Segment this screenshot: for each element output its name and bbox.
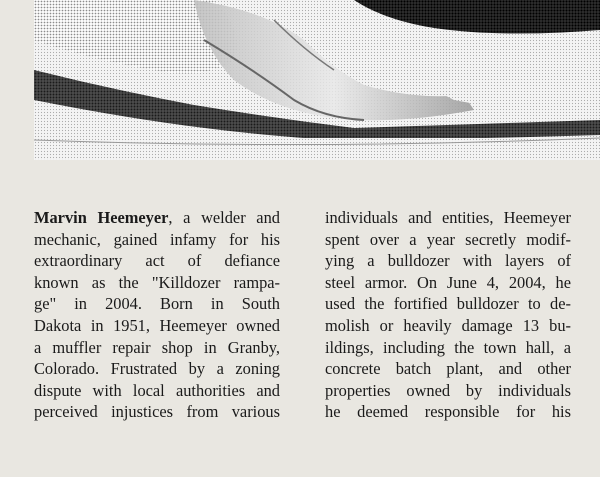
text-line: extraordinary act of defiance xyxy=(34,251,280,271)
text-line: used the fortified bulldozer to de- xyxy=(325,294,571,314)
photo-image xyxy=(34,0,600,160)
line-fragment: , a welder and xyxy=(168,208,280,227)
text-line: concrete batch plant, and other xyxy=(325,359,571,379)
text-line: dispute with local authorities and xyxy=(34,380,280,400)
text-line: a muffler repair shop in Granby, xyxy=(34,337,280,357)
left-column xyxy=(34,207,280,423)
text-line: steel armor. On June 4, 2004, he xyxy=(325,272,571,292)
halftone-photo xyxy=(34,0,600,160)
text-line: mechanic, gained infamy for his xyxy=(34,229,280,249)
text-line: individuals and entities, Heemeyer xyxy=(325,208,571,227)
text-line: perceived injustices from various xyxy=(34,402,280,422)
text-line xyxy=(34,207,280,229)
text-line: Dakota in 1951, Heemeyer owned xyxy=(34,315,280,335)
text-line: known as the "Killdozer rampa- xyxy=(34,272,280,292)
right-column xyxy=(325,207,571,423)
text-line: Colorado. Frustrated by a zoning xyxy=(34,359,280,379)
text-line: ildings, including the town hall, a xyxy=(325,337,571,357)
subject-name: Marvin Heemeyer xyxy=(34,208,169,227)
text-line: ying a bulldozer with layers of xyxy=(325,251,571,271)
text-line: molish or heavily damage 13 bu- xyxy=(325,315,571,335)
text-line: he deemed responsible for his xyxy=(325,402,571,422)
text-line: properties owned by individuals xyxy=(325,380,571,400)
text-line: ge" in 2004. Born in South xyxy=(34,294,280,314)
text-line: spent over a year secretly modif- xyxy=(325,229,571,249)
